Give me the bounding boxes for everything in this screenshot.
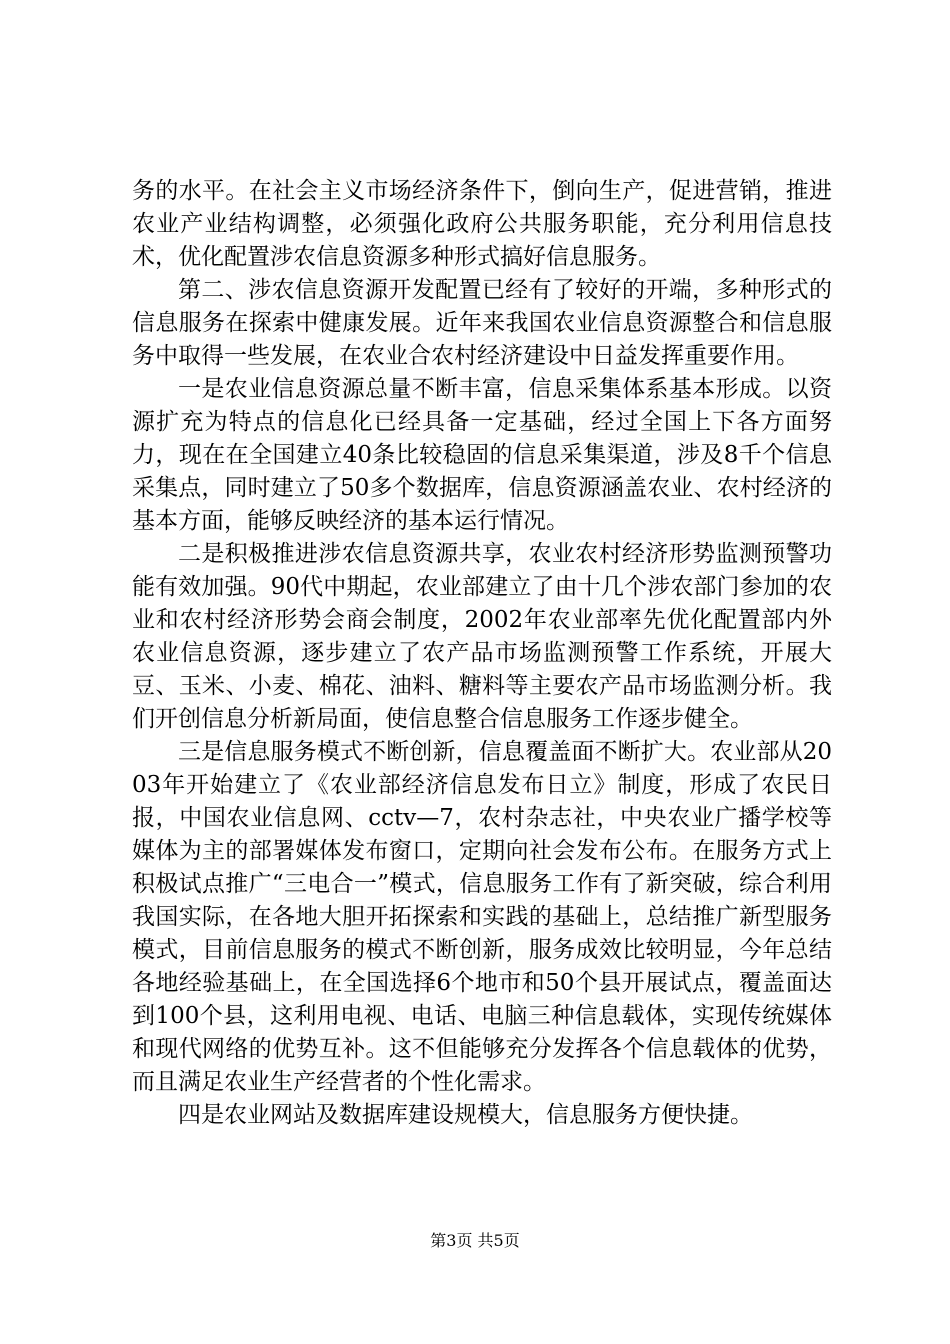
paragraph: 一是农业信息资源总量不断丰富，信息采集体系基本形成。以资源扩充为特点的信息化已经具备一定基础，经过全国上下各方面努力，现在在全国建立40条比较稳固的信息采集渠道，涉及8千个信息采集点，同时建立了50多个数据库，信息资源涵盖农业、农村经济的基本方面，能够反映经济的基本运行情况。 bbox=[132, 376, 832, 534]
paragraph: 三是信息服务模式不断创新，信息覆盖面不断扩大。农业部从2003年开始建立了《农业部经济信息发布日立》制度，形成了农民日报，中国农业信息网、cctv—7，农村杂志社，中央农业广播学校等媒体为主的部署媒体发布窗口，定期向社会发布公布。在服务方式上积极试点推广“三电合一”模式，信息服务工作有了新突破，综合利用我国实际，在各地大胆开拓探索和实践的基础上，总结推广新型服务模式，目前信息服务的模式不断创新，服务成效比较明显，今年总结各地经验基础上，在全国选择6个地市和50个县开展试点，覆盖面达到100个县，这利用电视、电话、电脑三种信息载体，实现传统媒体和现代网络的优势互补。这不但能够充分发挥各个信息载体的优势，而且满足农业生产经营者的个性化需求。 bbox=[132, 739, 832, 1095]
page-number-footer: 第3页 共5页 bbox=[430, 1231, 520, 1250]
paragraph: 务的水平。在社会主义市场经济条件下，倒向生产，促进营销，推进农业产业结构调整，必须强化政府公共服务职能，充分利用信息技术，优化配置涉农信息资源多种形式搞好信息服务。 bbox=[132, 178, 832, 270]
paragraph: 二是积极推进涉农信息资源共享，农业农村经济形势监测预警功能有效加强。90代中期起，农业部建立了由十几个涉农部门参加的农业和农村经济形势会商会制度，2002年农业部率先优化配置部内外农业信息资源，逐步建立了农产品市场监测预警工作系统，开展大豆、玉米、小麦、棉花、油料、糖料等主要农产品市场监测分析。我们开创信息分析新局面，使信息整合信息服务工作逐步健全。 bbox=[132, 541, 832, 732]
paragraph: 四是农业网站及数据库建设规模大，信息服务方便快捷。 bbox=[178, 1102, 753, 1128]
document-body bbox=[132, 175, 832, 1132]
paragraph: 第二、涉农信息资源开发配置已经有了较好的开端，多种形式的信息服务在探索中健康发展。近年来我国农业信息资源整合和信息服务中取得一些发展，在农业合农村经济建设中日益发挥重要作用。 bbox=[132, 277, 832, 369]
